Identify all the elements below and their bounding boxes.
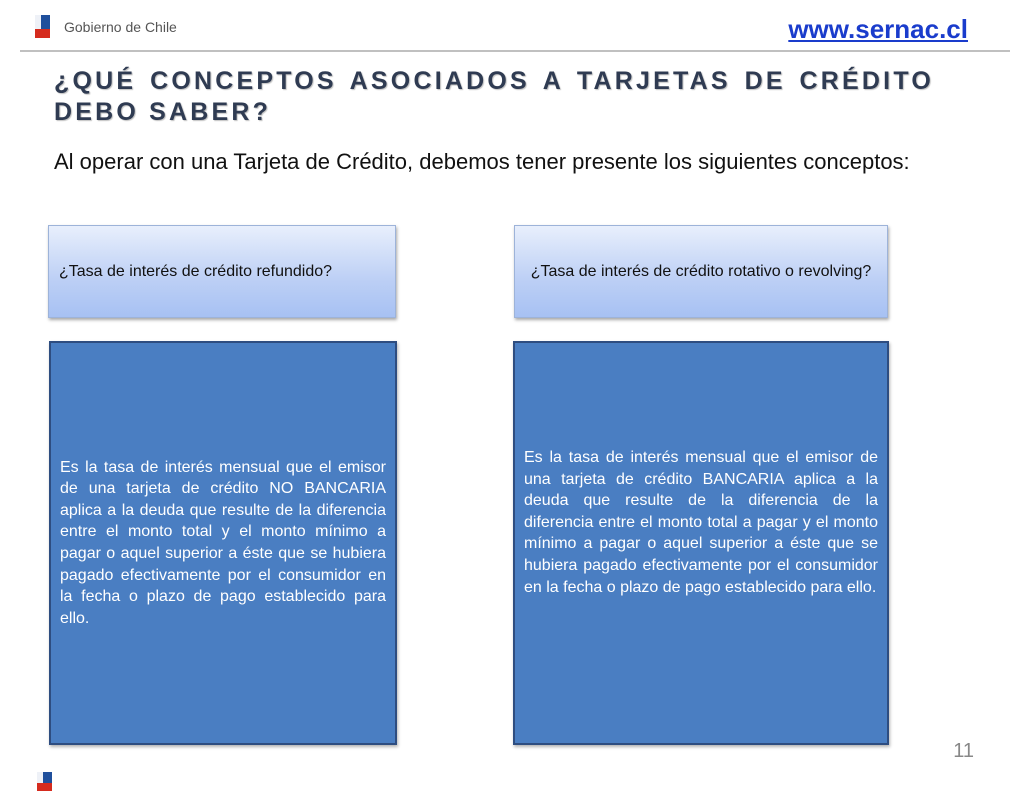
- slide-title: ¿QUÉ CONCEPTOS ASOCIADOS A TARJETAS DE CRÉDITO DEBO SABER?: [54, 67, 934, 126]
- definition-box-refundido: [49, 341, 397, 745]
- question-refundido-text: ¿Tasa de interés de crédito refundido?: [59, 263, 333, 280]
- chile-flag-footer-logo: [37, 772, 52, 791]
- question-box-rotativo: [514, 225, 888, 318]
- chile-flag-logo: [35, 15, 50, 38]
- page-number: 11: [953, 740, 974, 762]
- definition-box-rotativo: [513, 341, 889, 745]
- intro-text: Al operar con una Tarjeta de Crédito, debemos tener presente los siguientes conceptos:: [54, 149, 910, 174]
- definition-rotativo-text: Es la tasa de interés mensual que el emisor de una tarjeta de crédito BANCARIA aplica a la deuda que resulte de la diferencia de la diferencia entre el monto total a pagar y el monto mínimo a pagar o aquel superior a éste que se hubiera pagado efectivamente por el consumidor en la fecha o plazo de pago establecido para ello.: [524, 449, 878, 596]
- sernac-website-link[interactable]: www.sernac.cl: [788, 14, 968, 44]
- government-label: Gobierno de Chile: [64, 19, 177, 35]
- question-box-refundido: [48, 225, 396, 318]
- question-rotativo-text: ¿Tasa de interés de crédito rotativo o revolving?: [530, 263, 872, 280]
- header-divider: [20, 50, 1010, 52]
- definition-refundido-text: Es la tasa de interés mensual que el emisor de una tarjeta de crédito NO BANCARIA aplica a la deuda que resulte de la diferencia entre el monto total y el monto mínimo a pagar o aquel superior a éste que se hubiera pagado efectivamente por el consumidor en la fecha o plazo de pago establecido para ello.: [60, 458, 386, 627]
